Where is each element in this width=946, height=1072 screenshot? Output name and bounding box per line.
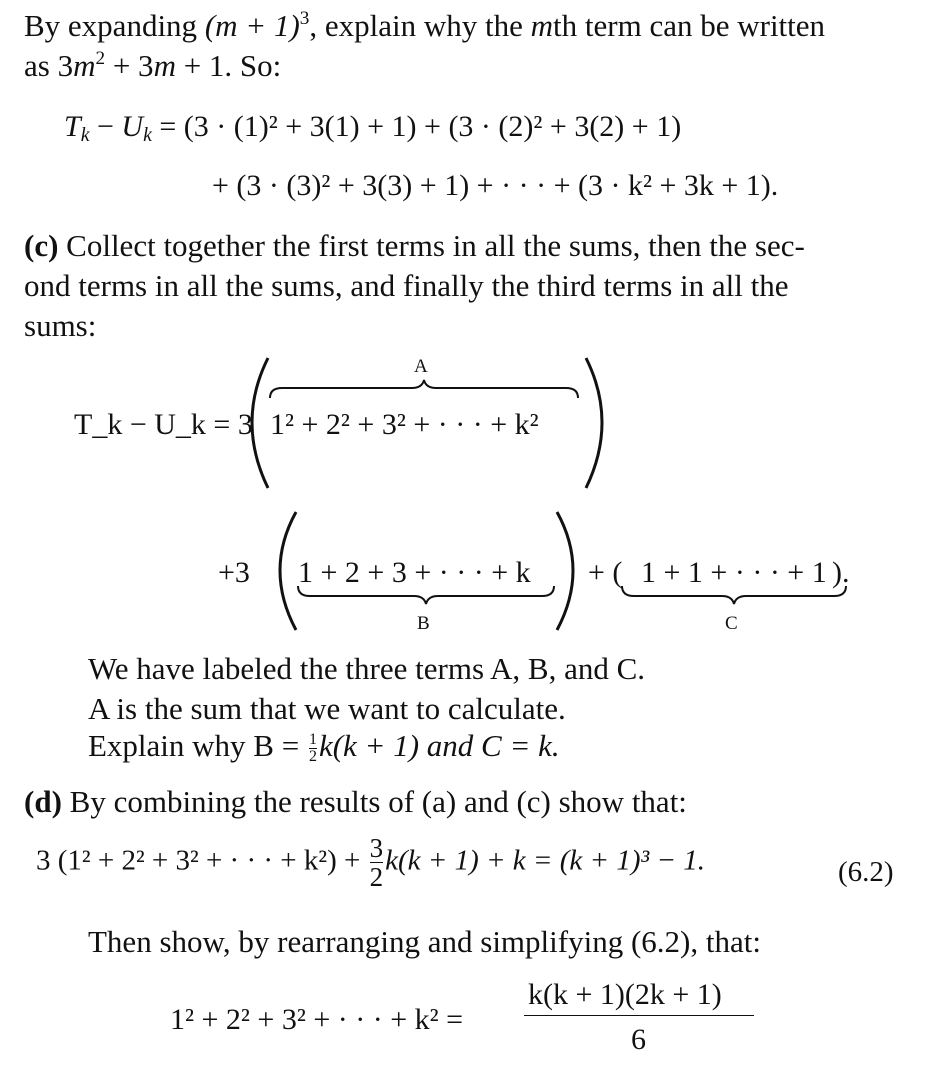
label-C: C [725, 613, 738, 634]
part-c-line-3: sums: [24, 308, 97, 343]
fraction-three-halves: $\frac{3}{2}$ [369, 833, 384, 893]
equation-tag: (6.2) [838, 856, 894, 888]
final-fraction-bar [524, 1015, 754, 1016]
labels-line-1: We have labeled the three terms A, B, and C. [88, 651, 646, 686]
big-right-paren-B [557, 512, 573, 630]
big-left-paren-B [280, 512, 296, 630]
labels-line-3: Explain why B = $\frac{1}{2}$ k(k + 1) and C = k. [88, 728, 560, 766]
equation-1-line-1: $T_k - U_k = (3 \cdot (1)^2 + 3(1) + 1) + (3 \cdot (2)^2 + 3(2) + 1)$ [64, 110, 682, 146]
underbrace-C [622, 586, 846, 604]
underbrace-B [298, 586, 554, 604]
sum-B: 1 + 2 + 3 + · · · + k [298, 556, 531, 589]
close-paren: ). [832, 556, 850, 589]
final-equation-lhs: 1² + 2² + 3² + · · · + k² = [170, 1003, 464, 1036]
sum-A: 1² + 2² + 3² + · · · + k² [270, 408, 539, 441]
equation-1-line-2: + (3 · (3)² + 3(3) + 1) + · · · + (3 · k² + 3k + 1). [212, 169, 779, 202]
label-A: A [414, 356, 428, 377]
labels-line-2: A is the sum that we want to calculate. [88, 691, 566, 726]
label-B: B [417, 613, 430, 634]
equation-6-2: 3 (1² + 2² + 3² + · · · + k²) + $\frac{3}{2}$ k(k + 1) + k = (k + 1)³ − 1. [36, 833, 705, 893]
plus-three: +3 [218, 556, 250, 589]
intro-line-2: as $3m^2 + 3m + 1$. So: [24, 48, 282, 83]
big-left-paren-A [252, 358, 268, 488]
sum-C: 1 + 1 + · · · + 1 [641, 556, 827, 589]
big-right-paren-A [586, 358, 602, 488]
part-c-line-2: ond terms in all the sums, and finally the third terms in all the [24, 268, 789, 303]
final-numerator: k(k + 1)(2k + 1) [528, 978, 722, 1011]
part-d-line-1: (d) By combining the results of (a) and (c) show that: [24, 784, 687, 819]
equation-2-lhs: T_k − U_k = 3 [74, 408, 253, 441]
then-line: Then show, by rearranging and simplifying (6.2), that: [88, 924, 761, 959]
plus-open-paren: + ( [588, 556, 623, 589]
intro-line-1: By expanding $(m + 1)^3$, explain why the mth term can be written [24, 8, 826, 43]
overbrace-A [270, 380, 578, 398]
final-denominator: 6 [631, 1023, 646, 1056]
part-c-line-1: (c) Collect together the first terms in all the sums, then the sec- [24, 228, 805, 263]
fraction-one-half: $\frac{1}{2}$ [308, 730, 317, 766]
